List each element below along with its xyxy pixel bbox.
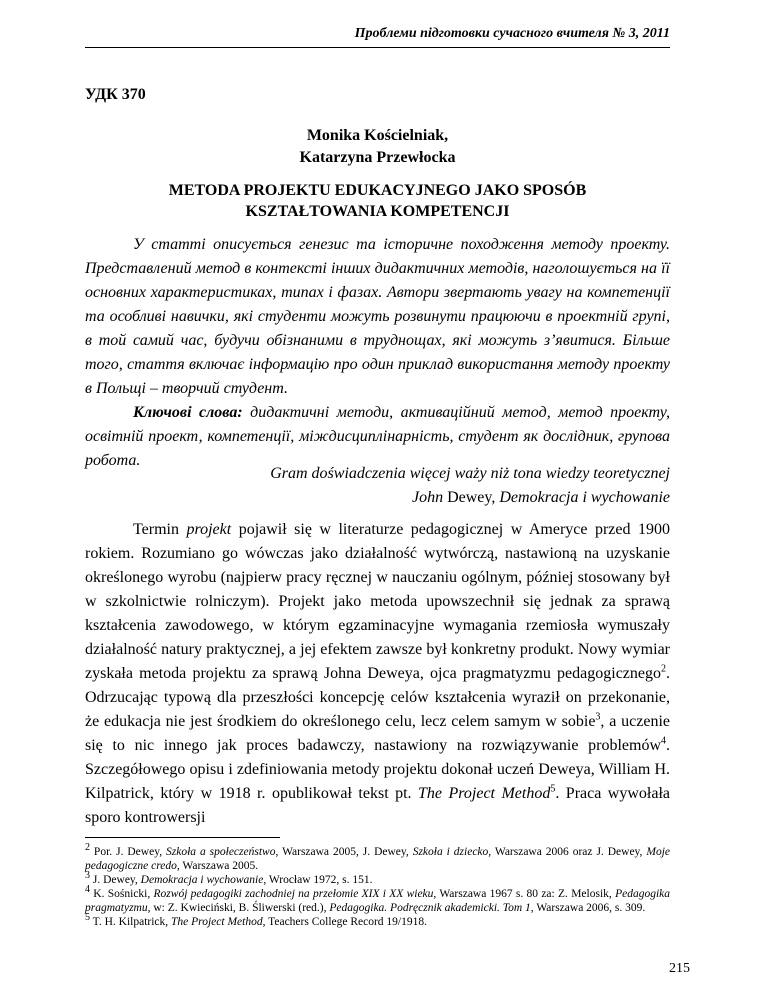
footnote-5: $^5$ T. H. Kilpatrick, The Project Method, Teachers College Record 19/1918. (85, 912, 428, 928)
body-paragraph (85, 518, 670, 830)
footnote-ref-2: 2 (661, 663, 666, 675)
title-line-1: METODA PROJEKTU EDUKACYJNEGO JAKO SPOSÓB (168, 182, 587, 199)
footnote-ref-5: 5 (550, 783, 556, 795)
body-text (85, 518, 670, 830)
footnote-3: $^3$ J. Dewey, Demokracja i wychowanie, Wrocław 1972, s. 151. (85, 870, 373, 886)
body-segment: . Odrzucając typową dla przeszłości koncepcję celów kształcenia wyraził on przekonanie, że edukacja nie jest środkiem do określonego celu, lecz celem samym w sobie (85, 665, 670, 730)
author-2: Katarzyna Przewłocka (299, 149, 456, 166)
epigraph-source: Demokracja i wychowanie (499, 489, 670, 506)
abstract (85, 233, 670, 473)
author-1: Monika Kościelniak, (306, 127, 449, 144)
footnote-ref-3: 3 (595, 711, 601, 723)
epigraph-quote: Gram doświadczenia więcej waży niż tona wiedzy teoretycznej (270, 465, 670, 482)
footnote-2: $^2$ Por. J. Dewey, Szkoła a społeczeństwo, Warszawa 2005, J. Dewey, Szkoła i dziecko, Warszawa 2006 oraz J. Dewey, Moje pedagogiczne credo, Warszawa 2005. (85, 842, 670, 872)
body-italic-title: The Project Method (418, 785, 551, 802)
title-line-2: KSZTAŁTOWANIA KOMPETENCJI (245, 203, 510, 220)
keywords-label: Ключові слова: (133, 404, 243, 421)
footnote-ref-4: 4 (661, 735, 666, 747)
footnote-4: $^4$ K. Sośnicki, Rozwój pedagogiki zachodniej na przełomie XIX i XX wieku, Warszawa 1967 s. 80 za: Z. Melosik, Pedagogika pragmatyzmu, w: Z. Kwieciński, B. Śliwerski (red.), Pedagogika. Podręcznik akademicki. Tom 1, Warszawa 2006, s. 309. (85, 884, 670, 914)
footnotes (85, 842, 670, 929)
footnote-rule (85, 837, 280, 838)
body-segment: , a uczenie się to nic innego jak proces badawczy, nastawiony na rozwiązywanie problemów (85, 713, 670, 754)
body-segment: pojawił się w literaturze pedagogicznej w Ameryce przed 1900 rokiem. Rozumiano go wówczas jako działalność wytwórczą, nastawioną na uzyskanie określonego wyrobu (najpierw pracy ręcznej w nauczaniu ogólnym, później stosowany był w szkolnictwie rolniczym). Projekt jako metoda upowszechnił się jednak za sprawą kształcenia zawodowego, w którym egzaminacyjne wymagania rzemiosła wymuszały działalność natury praktycznej, a jej efektem zawsze był konkretny produkt. Nowy wymiar zyskała metoda projektu za sprawą Johna Deweya, ojca pragmatyzmu pedagogicznego (85, 521, 670, 682)
article-title (85, 180, 670, 222)
running-header: Проблеми підготовки сучасного вчителя № 3, 2011 (354, 26, 670, 41)
body-segment: . Szczegółowego opisu i zdefiniowania metody projektu dokonał uczeń Deweya, William H. Kilpatrick, który w 1918 r. opublikował tekst pt. (85, 737, 670, 802)
body-italic-term: projekt (186, 521, 232, 538)
body-segment: . Praca wywołała sporo kontrowersji (85, 785, 671, 826)
epigraph (85, 462, 670, 510)
authors (85, 125, 670, 169)
body-segment: Termin (133, 521, 187, 538)
header-rule (85, 47, 670, 48)
epigraph-author-last: Dewey, (443, 489, 500, 506)
epigraph-attribution (85, 486, 670, 510)
page-number: 215 (669, 961, 690, 976)
udk-code: УДК 370 (85, 86, 146, 103)
keywords-list: дидактичні методи, активаційний метод, метод проекту, освітній проект, компетенції, міждисциплінарність, студент як дослідник, групова робота. (85, 404, 671, 469)
abstract-text: У статті описується генезис та історичне походження методу проекту. Представлений метод в контексті інших дидактичних методів, наголошується на її основних характеристиках, типах і фазах. Автори звертають увагу на компетенції та особливі навички, які студенти можуть розвинути працюючи в проектній групі, в той самий час, будучи обізнаними в труднощах, які можуть з’явитися. Більше того, стаття включає інформацію про один приклад використання методу проекту в Польщі – творчий студент. (85, 236, 670, 397)
epigraph-author-first: John (411, 489, 444, 506)
